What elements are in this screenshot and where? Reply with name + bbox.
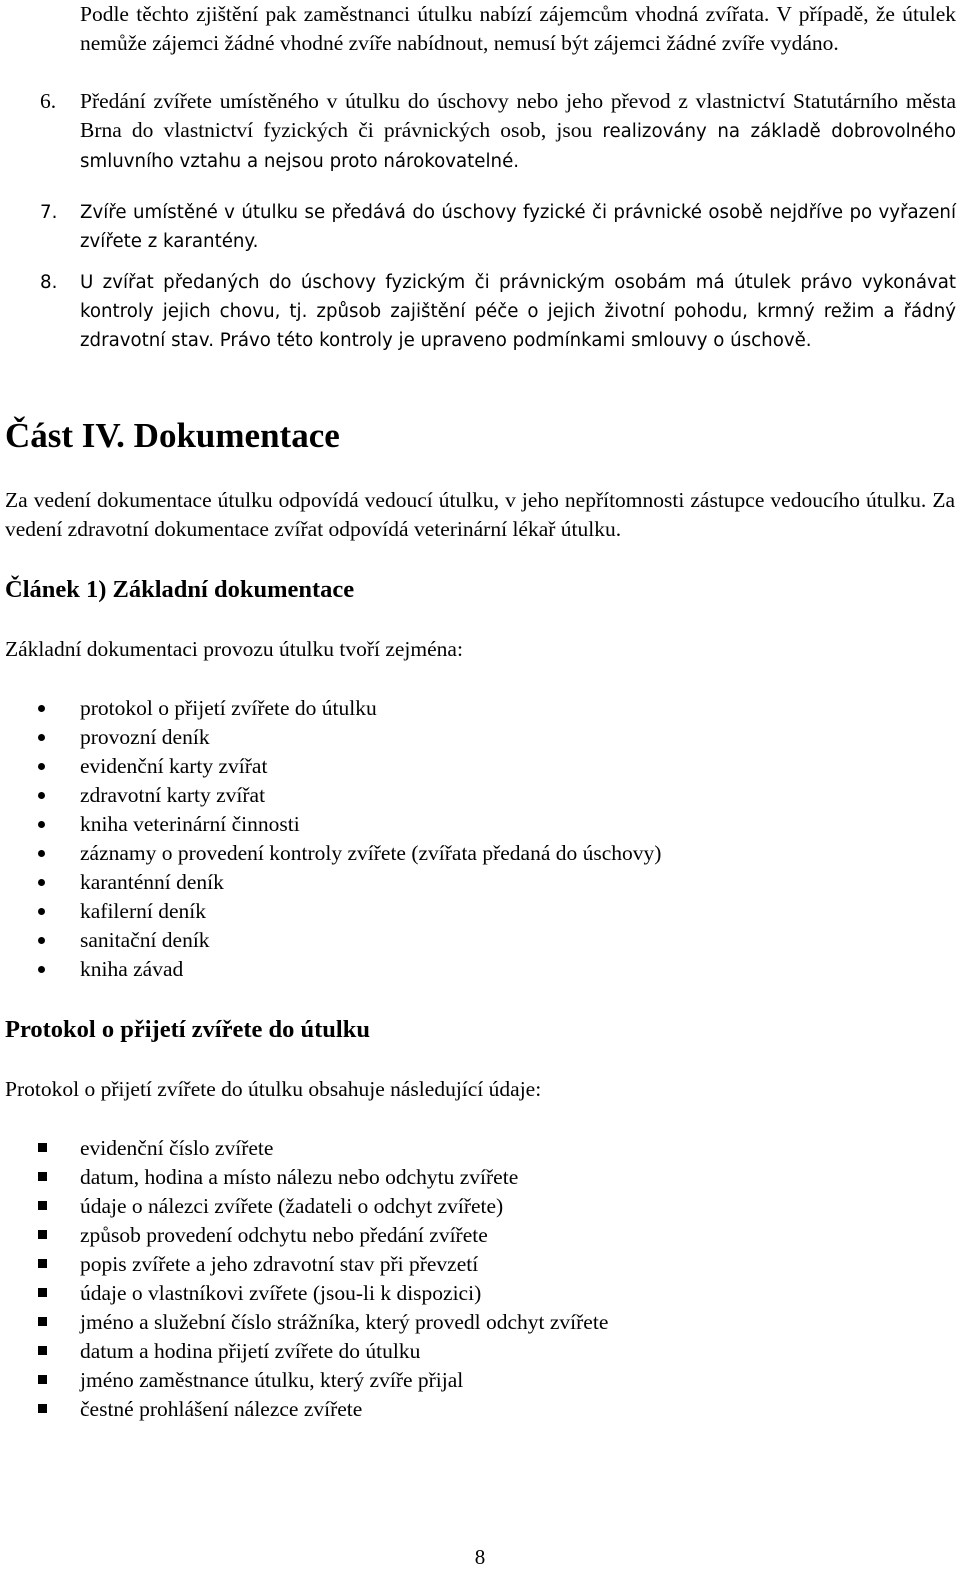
bullet-dot-icon (38, 879, 45, 886)
item-number: 6. (40, 89, 57, 113)
bullet-dot-icon (38, 937, 45, 944)
bullet-square-icon (38, 1201, 47, 1210)
list-item: zdravotní karty zvířat (0, 781, 960, 810)
bullet-square-icon (38, 1143, 47, 1152)
protocol-fields-list (0, 1134, 960, 1424)
bullet-dot-icon (38, 792, 45, 799)
list-item: datum a hodina přijetí zvířete do útulku (0, 1337, 960, 1366)
bullet-dot-icon (38, 734, 45, 741)
article-heading: Článek 1) Základní dokumentace (5, 576, 355, 603)
list-item: kniha závad (0, 955, 960, 984)
bullet-square-icon (38, 1172, 47, 1181)
protocol-intro: Protokol o přijetí zvířete do útulku obsahuje následující údaje: (5, 1077, 542, 1101)
list-item: čestné prohlášení nálezce zvířete (0, 1395, 960, 1424)
bullet-square-icon (38, 1288, 47, 1297)
documentation-list (0, 694, 960, 984)
list-item: evidenční číslo zvířete (0, 1134, 960, 1163)
bullet-square-icon (38, 1404, 47, 1413)
bullet-square-icon (38, 1259, 47, 1268)
item-number: 7. (40, 202, 58, 223)
article-intro: Základní dokumentaci provozu útulku tvoří zejména: (5, 637, 463, 661)
list-item: sanitační deník (0, 926, 960, 955)
list-item: provozní deník (0, 723, 960, 752)
list-item: popis zvířete a jeho zdravotní stav při převzetí (0, 1250, 960, 1279)
protocol-heading: Protokol o přijetí zvířete do útulku (5, 1016, 370, 1043)
bullet-dot-icon (38, 821, 45, 828)
list-item: kafilerní deník (0, 897, 960, 926)
intro-paragraph: Podle těchto zjištění pak zaměstnanci útulku nabízí zájemcům vhodná zvířata. V případě, že útulek nemůže zájemci žádné vhodné zvíře nabídnout, nemusí být zájemci žádné zvíře vydáno. (80, 2, 956, 55)
list-item: datum, hodina a místo nálezu nebo odchytu zvířete (0, 1163, 960, 1192)
bullet-square-icon (38, 1230, 47, 1239)
list-item: údaje o vlastníkovi zvířete (jsou-li k dispozici) (0, 1279, 960, 1308)
list-item: evidenční karty zvířat (0, 752, 960, 781)
bullet-square-icon (38, 1317, 47, 1326)
list-item: protokol o přijetí zvířete do útulku (0, 694, 960, 723)
list-item: kniha veterinární činnosti (0, 810, 960, 839)
bullet-dot-icon (38, 850, 45, 857)
bullet-square-icon (38, 1346, 47, 1355)
bullet-dot-icon (38, 763, 45, 770)
list-item: jméno a služební číslo strážníka, který provedl odchyt zvířete (0, 1308, 960, 1337)
list-item: způsob provedení odchytu nebo předání zvířete (0, 1221, 960, 1250)
list-item: záznamy o provedení kontroly zvířete (zvířata předaná do úschovy) (0, 839, 960, 868)
list-item: karanténní deník (0, 868, 960, 897)
bullet-dot-icon (38, 966, 45, 973)
page-number: 8 (474, 1545, 486, 1569)
item-text-serif: Předání zvířete umístěného v útulku do úschovy nebo jeho převod z vlastnictví Statutárního města Brna do vlastnictví fyzických či právnických osob, jsou (80, 89, 956, 142)
list-item: údaje o nálezci zvířete (žadateli o odchyt zvířete) (0, 1192, 960, 1221)
item-text-sans: realizovány na základě dobrovolného smluvního vztahu a nejsou proto nárokovatelné. (80, 121, 956, 172)
item-text (80, 87, 956, 176)
item-text: U zvířat předaných do úschovy fyzickým či právnickým osobám má útulek právo vykonávat kontroly jejich chovu, tj. způsob zajištění péče o jejich životní pohodu, krmný režim a řádný zdravotní stav. Právo této kontroly je upraveno podmínkami smlouvy o úschově. (80, 272, 956, 351)
part-heading: Část IV. Dokumentace (5, 416, 340, 455)
bullet-dot-icon (38, 908, 45, 915)
list-item: jméno zaměstnance útulku, který zvíře přijal (0, 1366, 960, 1395)
part-paragraph: Za vedení dokumentace útulku odpovídá vedoucí útulku, v jeho nepřítomnosti zástupce vedoucího útulku. Za vedení zdravotní dokumentace zvířat odpovídá veterinární lékař útulku. (5, 488, 955, 541)
item-text: Zvíře umístěné v útulku se předává do úschovy fyzické či právnické osobě nejdříve po vyřazení zvířete z karantény. (80, 202, 956, 252)
bullet-square-icon (38, 1375, 47, 1384)
bullet-dot-icon (38, 705, 45, 712)
item-number: 8. (40, 272, 58, 293)
